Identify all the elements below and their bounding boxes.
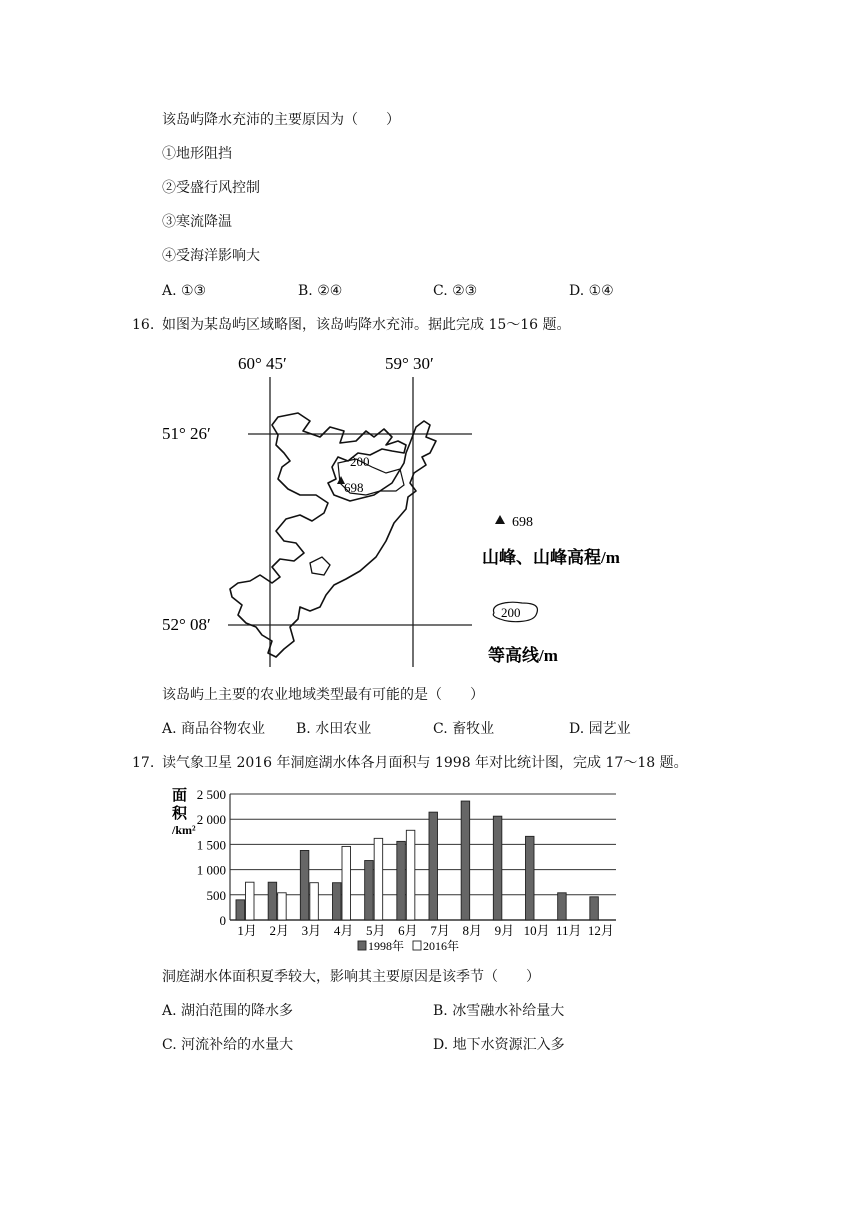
q15-option-d: D. ①④ [569,283,614,299]
q15-option-c: C. ②③ [433,283,478,299]
q16-intro: 如图为某岛屿区域略图，该岛屿降水充沛。据此完成 15～16 题。 [162,317,571,333]
x-tick-label: 9月 [494,923,515,938]
q16-option-c: C. 畜牧业 [433,721,495,737]
bar-2016年 [246,882,255,920]
legend-contour-value: 200 [501,605,521,620]
lake-area-bar-chart [160,782,630,958]
y-tick-label: 2 000 [196,812,226,828]
bar-1998年 [236,900,245,920]
y-tick-labels [197,787,226,928]
x-tick-label: 1月 [237,923,257,938]
chart-legend [358,938,459,953]
q15-option-b: B. ②④ [298,283,343,299]
y-tick-label: 1 500 [196,837,226,853]
y-tick-label: 0 [219,913,226,928]
y-tick-label: 500 [206,887,226,903]
q15-item-2: ②受盛行风控制 [162,180,260,196]
bar-1998年 [300,850,309,920]
legend-peak-label: 山峰、山峰高程/m [482,548,620,567]
y-axis-label-part: 积 [172,806,188,822]
q16-number: 16. [132,317,155,333]
q15-stem: 该岛屿降水充沛的主要原因为（ ） [162,112,400,128]
q17-option-c: C. 河流补给的水量大 [162,1037,294,1053]
x-tick-label: 12月 [587,923,614,938]
x-tick-label: 2月 [269,923,290,938]
bar-1998年 [365,861,374,920]
x-tick-label: 7月 [430,923,450,938]
q15-item-1: ①地形阻挡 [162,146,232,162]
bar-1998年 [461,801,470,920]
lat-label-south: 52° 08′ [162,615,211,634]
legend-swatch [358,941,366,950]
x-tick-labels [237,923,614,938]
bar-1998年 [590,897,599,920]
q17-stem: 洞庭湖水体面积夏季较大，影响其主要原因是该季节（ ） [162,969,540,985]
legend-contour-label: 等高线/m [488,646,558,665]
lon-label-east: 59° 30′ [385,354,434,373]
bar-2016年 [374,838,383,920]
q16-option-a: A. 商品谷物农业 [162,721,266,737]
q17-number: 17. [132,755,155,771]
bar-2016年 [342,846,351,920]
peak-elevation-label: 698 [344,480,364,495]
q16-option-b: B. 水田农业 [296,721,372,737]
q15-option-a: A. ①③ [162,283,207,299]
bar-2016年 [310,883,319,920]
q17-option-a: A. 湖泊范围的降水多 [162,1003,294,1019]
q16-option-d: D. 园艺业 [569,721,631,737]
y-axis-label [171,787,196,837]
island-outline [230,413,436,657]
lon-label-west: 60° 45′ [238,354,287,373]
bar-2016年 [406,830,415,920]
q17-intro: 读气象卫星 2016 年洞庭湖水体各月面积与 1998 年对比统计图，完成 17～18 题。 [162,755,688,771]
island-map [160,345,660,675]
x-tick-label: 4月 [333,923,354,938]
legend-peak-icon [495,515,505,524]
legend-swatch [413,941,421,950]
y-tick-label: 1 000 [196,862,226,878]
bar-1998年 [493,816,502,920]
bar-1998年 [397,841,406,920]
x-tick-label: 8月 [462,923,483,938]
legend-label: 2016年 [423,939,460,953]
q16-stem: 该岛屿上主要的农业地域类型最有可能的是（ ） [162,687,484,703]
bar-1998年 [558,893,567,920]
y-axis-label-part: /km² [172,823,196,837]
lat-label-north: 51° 26′ [162,424,211,443]
bar-1998年 [268,882,277,920]
legend-peak-value: 698 [512,515,533,530]
x-tick-label: 6月 [398,923,418,938]
contour-label-200: 200 [350,454,370,469]
x-tick-label: 11月 [555,923,582,938]
x-tick-label: 10月 [523,923,550,938]
bar-1998年 [526,836,535,920]
legend-label: 1998年 [368,939,405,953]
q15-item-4: ④受海洋影响大 [162,248,260,264]
x-tick-label: 3月 [301,923,322,938]
q17-option-b: B. 冰雪融水补给量大 [433,1003,565,1019]
q17-option-d: D. 地下水资源汇入多 [433,1037,565,1053]
peninsula-inlet [310,557,330,575]
x-tick-label: 5月 [365,923,386,938]
bar-1998年 [333,883,342,920]
q15-item-3: ③寒流降温 [162,214,232,230]
bar-2016年 [278,893,287,920]
y-tick-label: 2 500 [196,787,226,802]
y-axis-label-part: 面 [172,788,188,804]
bar-1998年 [429,812,438,920]
